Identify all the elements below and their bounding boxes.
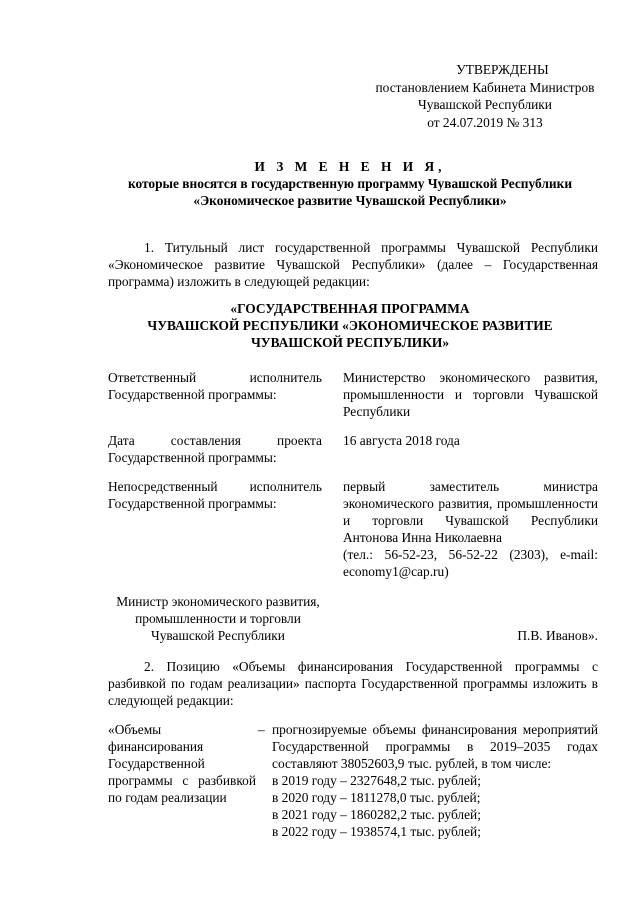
responsible-label: Ответственный исполнитель Государственной программы:	[108, 370, 322, 402]
date-value: 16 августа 2018 года	[343, 433, 460, 448]
item-1-paragraph	[108, 239, 598, 290]
executor-label: Непосредственный исполнитель Государственной программы:	[108, 479, 322, 511]
item-1-text: 1. Титульный лист государственной программы Чувашской Республики «Экономическое развитие Чувашской Республики» (далее – Государственная программа) изложить в следующей редакции:	[108, 240, 598, 289]
date-label: Дата составления проекта Государственной программы:	[108, 433, 322, 465]
program-title-line: ЧУВАШСКОЙ РЕСПУБЛИКИ»	[250, 335, 450, 350]
financing-year-2022: в 2022 году – 1938574,1 тыс. рублей;	[272, 824, 481, 839]
minister-position-line: Министр экономического развития,	[116, 594, 320, 609]
program-title-line: «ГОСУДАРСТВЕННАЯ ПРОГРАММА	[230, 301, 470, 316]
executor-contact: (тел.: 56-52-23, 56-52-22 (2303), e-mail: economy1@cap.ru)	[343, 547, 598, 579]
financing-label: «Объемы финансирования Государственной программы с разбивкой по годам реализации	[108, 722, 256, 805]
program-title	[110, 300, 590, 351]
heading-subtitle: «Экономическое развитие Чувашской Республики»	[193, 193, 507, 208]
heading-title: И З М Е Н Е Н И Я,	[254, 159, 446, 174]
financing-intro: прогнозируемые объемы финансирования мероприятий Государственной программы в 2019–2035 годах составляют 38052603,9 тыс. рублей, в том числе:	[272, 722, 598, 771]
approval-line: Чувашской Республики	[418, 97, 552, 112]
minister-position-line: Чувашской Республики	[151, 628, 285, 643]
item-2-text: 2. Позицию «Объемы финансирования Государственной программы с разбивкой по годам реализации» паспорта Государственной программы изложить в следующей редакции:	[108, 659, 598, 708]
financing-values	[272, 721, 598, 840]
minister-position-line: промышленности и торговли	[135, 611, 301, 626]
financing-year-2019: в 2019 году – 2327648,2 тыс. рублей;	[272, 773, 481, 788]
minister-position	[108, 593, 328, 644]
financing-year-2020: в 2020 году – 1811278,0 тыс. рублей;	[272, 790, 481, 805]
document-heading	[100, 158, 600, 209]
approval-date: от 24.07.2019 № 313	[427, 114, 543, 130]
responsible-value: Министерство экономического развития, промышленности и торговли Чувашской Республики	[343, 370, 598, 419]
program-title-line: ЧУВАШСКОЙ РЕСПУБЛИКИ «ЭКОНОМИЧЕСКОЕ РАЗВИТИЕ	[147, 318, 553, 333]
minister-signature-name: П.В. Иванов».	[517, 628, 598, 643]
approval-line: постановлением Кабинета Министров	[375, 79, 595, 95]
executor-value: первый заместитель министра экономического развития, промышленности и торговли Чувашской Республики Антонова Инна Николаевна	[343, 479, 598, 545]
approval-title: УТВЕРЖДЕНЫ	[456, 62, 549, 77]
financing-dash: –	[258, 722, 265, 737]
financing-year-2021: в 2021 году – 1860282,2 тыс. рублей;	[272, 807, 481, 822]
approval-block	[360, 61, 610, 131]
item-2-paragraph	[108, 658, 598, 709]
heading-subtitle: которые вносятся в государственную программу Чувашской Республики	[127, 176, 573, 191]
executor-value-block	[343, 478, 598, 580]
